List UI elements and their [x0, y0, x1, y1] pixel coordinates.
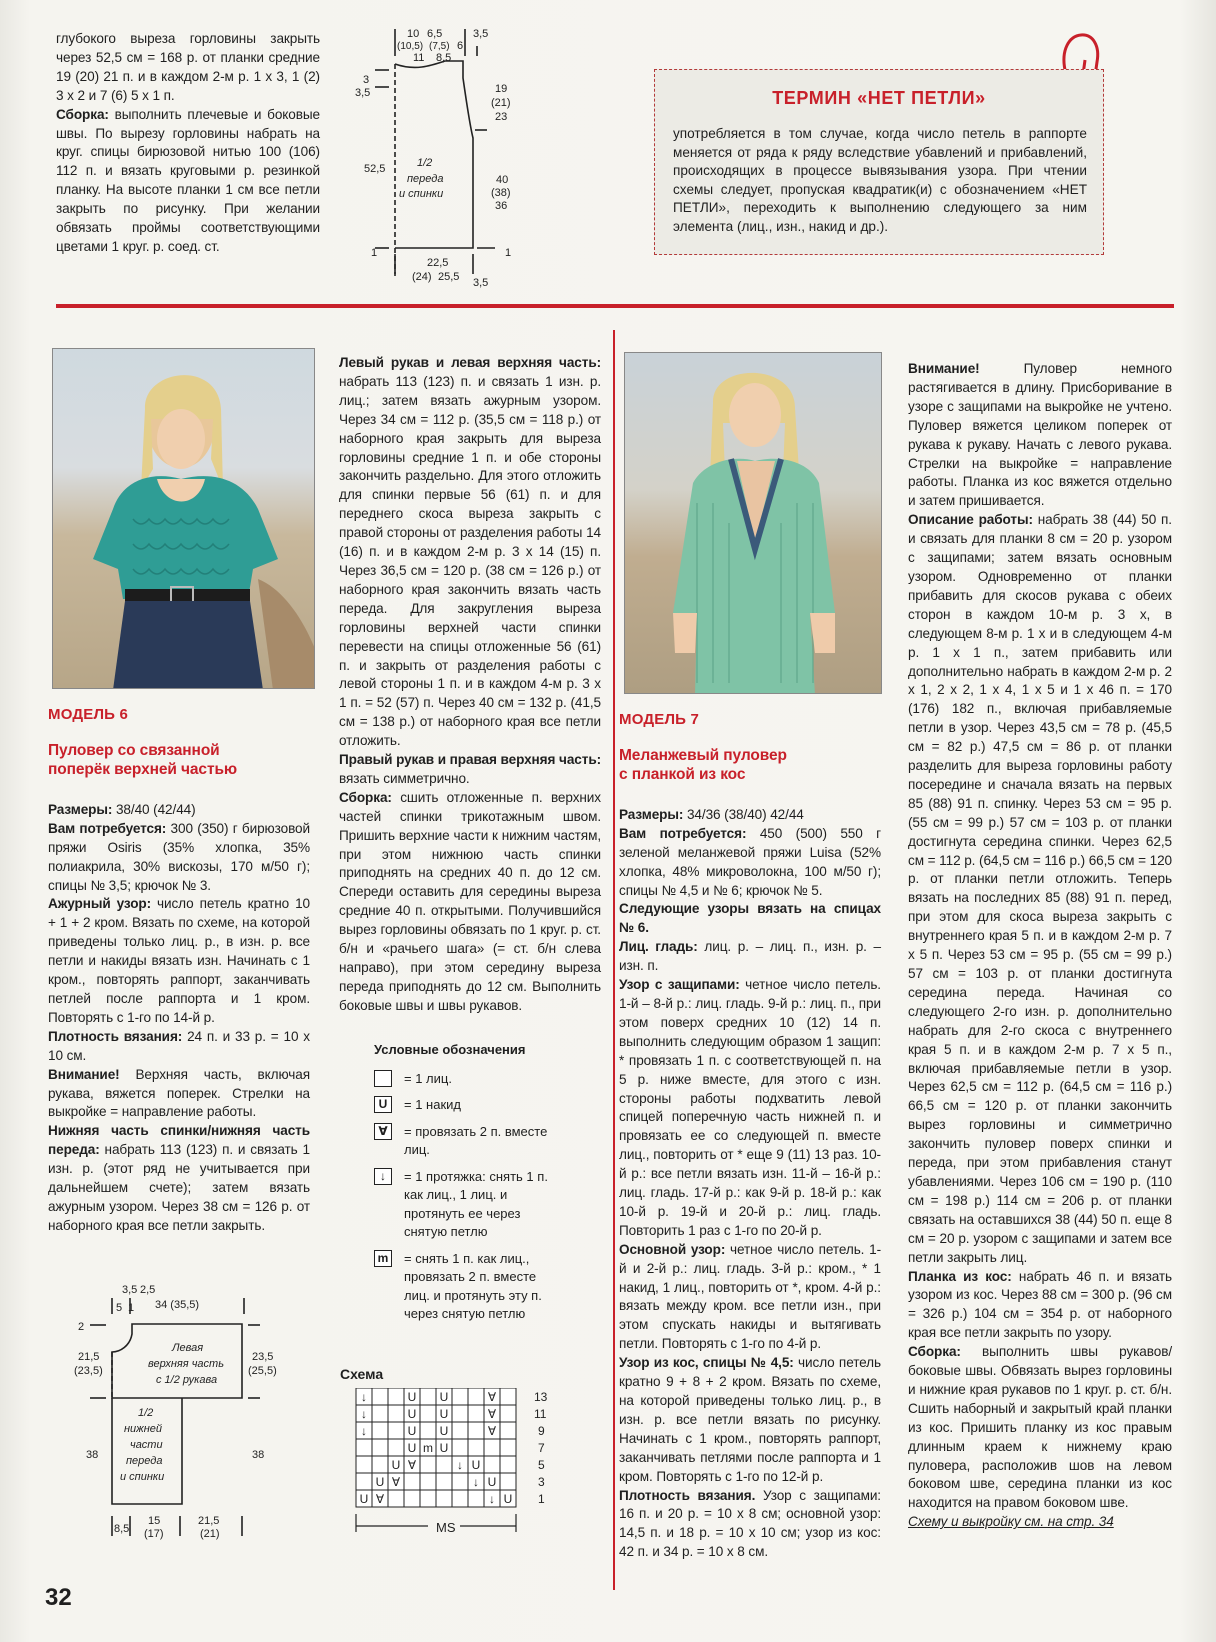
tp-g: 11 — [413, 52, 425, 64]
legend-text: = 1 накид — [404, 1097, 461, 1112]
m7-sizes-label: Размеры: — [619, 806, 684, 822]
m7c2-band: набрать 46 п. и вязать узором из кос. Через 88 см = 300 р. (96 см = 326 р.) 104 см = 354 р. от наборного края все петли закрыть по узору. — [908, 1268, 1172, 1341]
section-divider — [56, 304, 1174, 308]
legend-text: = провязать 2 п. вместе лиц. — [404, 1123, 548, 1157]
m7-patterns-label: Следующие узоры вязать на спицах № 6. — [619, 901, 881, 936]
row-13: 13 — [534, 1390, 548, 1404]
chart-symbol: U — [471, 1458, 481, 1472]
legend-item — [374, 1168, 574, 1242]
tp-left-3: 3 — [363, 74, 370, 86]
legend-item — [374, 1123, 574, 1160]
chart-cell — [484, 1456, 500, 1473]
bp-b215: 21,5 — [198, 1515, 220, 1527]
m6c2-left-label: Левый рукав и левая верхняя часть: — [339, 355, 601, 370]
chart-cell — [436, 1473, 452, 1490]
bp-r255: (25,5) — [248, 1365, 277, 1377]
m7-stock-label: Лиц. гладь: — [619, 939, 698, 955]
tp-right-23: 23 — [495, 111, 508, 123]
m7c2-assembly: выполнить швы рукавов/боковые швы. Обвязать вырез горловины и нижние края рукавов по 1 круг. р. ст. б/н. Сшить наборный и закрытый край планки из кос. Пришить планку из кос правым длинным краем к нижнему краю пуловера, расположив шов на левом боковом шве, середина планки из кос находится на правом боковом шве. — [908, 1344, 1172, 1511]
chart-symbol: ∀ — [487, 1407, 497, 1421]
chart-symbol: U — [487, 1475, 497, 1489]
chart-cell — [500, 1439, 516, 1456]
chart-symbol: U — [359, 1492, 369, 1506]
legend-text: = 1 лиц. — [404, 1070, 452, 1086]
bp-b21: (21) — [200, 1528, 220, 1540]
bp-l235: (23,5) — [74, 1365, 103, 1377]
chart-symbol: U — [503, 1492, 513, 1506]
m6c2-right-label: Правый рукав и правая верхняя часть: — [339, 752, 601, 768]
chart-cell — [500, 1422, 516, 1439]
tp-right-40: 40 — [496, 174, 509, 186]
chart-cell — [468, 1422, 484, 1439]
bp-l38: 38 — [86, 1449, 99, 1461]
bp-b15: 15 — [148, 1515, 161, 1527]
m6-attention-label: Внимание! — [48, 1066, 120, 1082]
row-11: 11 — [534, 1407, 547, 1421]
tp-right-1: 1 — [505, 247, 512, 259]
chart-cell — [468, 1439, 484, 1456]
chart-cell — [500, 1388, 516, 1405]
chart-cell — [452, 1473, 468, 1490]
m6c2-assembly: сшить отложенные п. верхних частей спинки трикотажным швом. Пришить верхние части к нижним частям, при этом нижнюю часть спинки приподнять на средних 40 п. до 12 см. Спереди оставить для середины выреза средние 40 п. открытыми. Получившийся вырез горловины обвязать по 1 круг. р. ст. б/н и «рачьего шага» (= ст. б/н слева направо), при этом середину выреза переда приподнять до 12 см. Выполнить боковые швы и швы рукавов. — [339, 789, 601, 1013]
tp-inner-3: и спинки — [399, 188, 444, 200]
chart-cell — [468, 1388, 484, 1405]
bp-r235: 23,5 — [252, 1351, 274, 1363]
row-5: 5 — [538, 1458, 545, 1472]
model6-photo — [52, 348, 315, 689]
m7c2-desc-label: Описание работы: — [908, 512, 1033, 528]
m6-lower-label: Нижняя часть спинки/нижняя часть переда: — [48, 1123, 310, 1158]
tp-left-525: 52,5 — [364, 163, 386, 175]
m7c2-band-label: Планка из кос: — [908, 1268, 1012, 1284]
chart-cell — [500, 1456, 516, 1473]
chart-cell — [452, 1405, 468, 1422]
chart-cell — [452, 1388, 468, 1405]
chart-symbol: ↓ — [457, 1458, 463, 1472]
model6-title: Пуловер со связанной поперёк верхней частью — [48, 741, 238, 778]
legend-text: = снять 1 п. как лиц., провязать 2 п. вместе лиц. и протянуть эту п. через снятую петлю — [404, 1250, 542, 1321]
m6-attention: Верхняя часть, включая рукава, вяжется поперек. Стрелки на выкройке = направление работы. — [48, 1066, 310, 1120]
chart-cell — [388, 1388, 404, 1405]
tp-bottom-24: (24) — [412, 271, 432, 283]
chart-cell — [452, 1439, 468, 1456]
tp-a: 10 — [407, 28, 420, 40]
model7-label: МОДЕЛЬ 7 — [619, 711, 700, 728]
bp-upper2: верхняя часть — [148, 1358, 224, 1370]
m6-need: 300 (350) г бирюзовой пряжи Osiris (35% хлопка, 35% полиакрила, 30% вискозы, 170 м/50 г); спицы № 3,5; крючок № 3. — [48, 820, 310, 893]
m7-cable-label: Узор из кос, спицы № 4,5: — [619, 1355, 794, 1371]
m7-cable: число петель кратно 9 + 8 + 2 кром. Вязать по схеме, на которой приведены только лиц. р., в изн. р. все петли вязать по рисунку. Начинать с 1 кром., повторять раппорт, заканчивать петлями после раппорта и 1 кром. Повторять с 1-го по 12-й р. — [619, 1355, 881, 1484]
chart-symbol: U — [439, 1390, 449, 1404]
skp-icon: ↓ — [374, 1168, 392, 1185]
model6-label: МОДЕЛЬ 6 — [48, 706, 129, 723]
bp-l215: 21,5 — [78, 1351, 100, 1363]
page-number: 32 — [45, 1584, 72, 1611]
bp-upper1: Левая — [172, 1342, 204, 1354]
chart-cell — [420, 1456, 436, 1473]
chart-cell — [404, 1473, 420, 1490]
ms-label: MS — [436, 1520, 456, 1535]
chart-cell — [468, 1490, 484, 1507]
chart-cell — [484, 1439, 500, 1456]
chart-symbol: U — [407, 1441, 417, 1455]
chart-cell — [436, 1456, 452, 1473]
k2tog-icon: ∀ — [374, 1123, 392, 1140]
chart-symbol: U — [407, 1407, 417, 1421]
tp-bottom-225: 22,5 — [427, 257, 449, 269]
m6-density: 24 п. и 33 р. = 10 х 10 см. — [48, 1028, 310, 1063]
m7c2-assembly-label: Сборка: — [908, 1344, 961, 1360]
m6-lower: набрать 113 (123) п. и связать 1 изн. р. (этот ряд не учитывается при дальнейшем счете); затем вязать ажурным узором. Через 38 см = 126 р. от наборного края все петли закрыть. — [48, 1142, 310, 1233]
chart-symbol: U — [439, 1441, 449, 1455]
chart-symbol: m — [423, 1441, 433, 1455]
m7-need: 450 (500) 550 г зеленой меланжевой пряжи Luisa (52% хлопка, 48% микроволокна, 100 м/50 г); спицы № 4,5 и № 6; крючок № 5. — [619, 825, 881, 898]
bp-t1: 1 — [128, 1302, 135, 1314]
chart-cell — [500, 1405, 516, 1422]
m6-density-label: Плотность вязания: — [48, 1028, 183, 1044]
knit-icon — [374, 1070, 392, 1087]
model7-col1 — [619, 711, 881, 1562]
chart-symbol: ↓ — [489, 1492, 495, 1506]
m7-main: четное число петель. 1-й и 2-й р.: лиц. гладь. 3-й р.: кром., * 1 накид, 1 лиц., повторить от *, кром. 4-й р.: вязать между кром. все петли изн., при этом спускать накиды и вытягивать петли. Повторять с 1-го по 4-й р. — [619, 1241, 882, 1352]
m7c2-attention-label: Внимание! — [908, 361, 980, 376]
note-text: употребляется в том случае, когда число петель в раппорте меняется от ряда к ряду вследствие убавлений и прибавлений, происходящих в процессе вывязывания узора. При чтении схемы следует, пропуская квадратик(и) с обозначением «НЕТ ПЕТЛИ», переходить к выполнению следующего за ним элемента (лиц., изн., накид и др.). — [673, 126, 1087, 234]
m7-density-label: Плотность вязания. — [619, 1487, 756, 1503]
chart-cell — [372, 1439, 388, 1456]
tp-e: (7,5) — [429, 41, 450, 52]
m6-sizes: 38/40 (42/44) — [112, 801, 196, 817]
top-left-assembly-label: Сборка: — [56, 106, 109, 122]
chart-symbol: U — [407, 1390, 417, 1404]
model6-garment-pattern — [60, 1280, 310, 1542]
chart-cell — [420, 1422, 436, 1439]
chart-symbol: ∀ — [487, 1390, 497, 1404]
chart-cell — [420, 1490, 436, 1507]
tp-right-38: (38) — [491, 187, 511, 199]
chart-cell — [452, 1422, 468, 1439]
legend-item — [374, 1250, 574, 1324]
see-also-link[interactable]: Схему и выкройку см. на стр. 34 — [908, 1514, 1114, 1530]
model6-illustration — [53, 349, 315, 689]
row-9: 9 — [538, 1424, 545, 1438]
bp-t35: 3,5 — [122, 1284, 138, 1296]
legend-text: = 1 протяжка: снять 1 п. как лиц., 1 лиц. и протянуть ее через снятую петлю — [404, 1168, 548, 1239]
tp-right-36: 36 — [495, 200, 508, 212]
bp-t34: 34 (35,5) — [155, 1299, 200, 1311]
model7-col2 — [908, 360, 1172, 1532]
m6c2-right: вязать симметрично. — [339, 770, 470, 786]
bp-b85: 8,5 — [114, 1523, 130, 1535]
top-left-assembly: выполнить плечевые и боковые швы. По вырезу горловины набрать на круг. спицы бирюзовой нитью 100 (106) 112 п. и вязать круговыми р. резинкой планку. На высоте планки 1 см все петли закрыть по рисунку. При желании обвязать проймы соответствующими цветами 1 круг. р. соед. ст. — [56, 106, 320, 254]
chart-symbol: U — [439, 1424, 449, 1438]
model7-illustration — [625, 353, 882, 694]
chart-cell — [356, 1456, 372, 1473]
model6-col2 — [339, 354, 601, 1016]
m6-need-label: Вам потребуется: — [48, 820, 167, 836]
m7-stock: лиц. р. – лиц. п., изн. р. – изн. п. — [619, 939, 881, 974]
chart-cell — [356, 1439, 372, 1456]
legend-title: Условные обозначения — [374, 1042, 526, 1057]
m6-lace-label: Ажурный узор: — [48, 896, 152, 912]
chart-symbol: ∀ — [487, 1424, 497, 1438]
chart-cell — [452, 1490, 468, 1507]
m6c2-left: набрать 113 (123) п. и связать 1 изн. р. лиц.; затем вязать ажурным узором. Через 34 см = 112 р. (35,5 см = 118 р.) от наборного края закрыть для выреза горловины средние 1 п. и обе стороны закончить раздельно. Для этого отложить для спинки первые 56 (61) п. и для переднего скоса выреза закрыть с правой стороны от разделения работы 14 (16) п. и в каждом 2-м р. 3 х 14 (15) п. Через 36,5 см = 120 р. (38 см = 126 р.) от наборного края закончить вязать часть переда. Для закругления выреза горловины верхней части спинки перевести на спицы отложенные 56 (61) п. и закрыть от разделения работы с левой стороны 1 п. и в каждом 4-м р. 3 х 1 п. = 52 (57) п. Через 40 см = 132 р. (41,5 см = 138 р.) от наборного края все петли отложить. — [339, 373, 601, 749]
chart-cell — [388, 1422, 404, 1439]
chart-cell — [388, 1490, 404, 1507]
bp-lower1: 1/2 — [138, 1407, 154, 1419]
chart-cell — [420, 1388, 436, 1405]
bp-r38: 38 — [252, 1449, 265, 1461]
tp-right-19: 19 — [495, 83, 508, 95]
model7-title: Меланжевый пуловер с планкой из кос — [619, 746, 787, 783]
tp-f: 6 — [457, 40, 464, 52]
knitting-chart — [338, 1388, 578, 1538]
chart-cell — [356, 1473, 372, 1490]
bp-t25: 2,5 — [140, 1284, 156, 1296]
tp-bottom-255: 25,5 — [438, 271, 460, 283]
m7-sizes: 34/36 (38/40) 42/44 — [683, 806, 804, 822]
tp-bottom-35: 3,5 — [473, 277, 489, 289]
m7-tuck: четное число петель. 1-й – 8-й р.: лиц. гладь. 9-й р.: лиц. п., при этом поверх средних 10 (12) 14 п. выполнить следующим образом 1 защип: * провязать 1 п. с соответствующей п. на 5 р. ниже вместе, для этого с изн. стороны работы подхватить левой спицей поперечную часть нижней п. и провязать ее со следующей п. вместе лиц., повторить от * еще 9 (11) 13 раз. 10-й р.: все петли вязать изн. 11-й – 16-й р.: лиц. гладь. 17-й р.: как 9-й р. 18-й р.: как 10-й р. 19-й и 20-й р.: лиц. гладь. Повторить 1 раз с 1-го по 20-й р. — [619, 977, 881, 1238]
chart-symbol: ↓ — [361, 1407, 367, 1421]
bp-lower5: и спинки — [120, 1471, 165, 1483]
chart-cell — [372, 1456, 388, 1473]
chart-cell — [388, 1439, 404, 1456]
tp-right-21: (21) — [491, 97, 511, 109]
chart-symbol: U — [375, 1475, 385, 1489]
tp-inner-1: 1/2 — [417, 157, 433, 169]
tp-left-35: 3,5 — [355, 87, 371, 99]
chart-cell — [420, 1473, 436, 1490]
chart-symbol: ↓ — [361, 1390, 367, 1404]
chart-symbol: ∀ — [375, 1492, 385, 1506]
m7-main-label: Основной узор: — [619, 1241, 726, 1257]
tp-left-1: 1 — [371, 247, 378, 259]
m7-need-label: Вам потребуется: — [619, 825, 747, 841]
chart-symbol: ↓ — [473, 1475, 479, 1489]
bp-b17: (17) — [144, 1528, 164, 1540]
chart-cell — [388, 1405, 404, 1422]
chart-cell — [500, 1473, 516, 1490]
bp-l2: 2 — [78, 1321, 85, 1333]
model6-col1 — [48, 706, 310, 1236]
m7c2-attention: Пуловер немного растягивается в длину. Присборивание в узоре с защипами на выкройке не учтено. Пуловер вяжется целиком поперек от рукава к рукаву. Начать с левого рукава. Стрелки на выкройке = направление работы. Планка из кос вяжется отдельно и затем пришивается. — [908, 361, 1172, 509]
chart-cell — [420, 1405, 436, 1422]
model-divider — [613, 330, 615, 1590]
sk2p-icon: m — [374, 1250, 392, 1267]
chart-symbol: U — [407, 1424, 417, 1438]
top-left-intro: глубокого выреза горловины закрыть через 52,5 см = 168 р. от планки средние 19 (20) 21 п. и в каждом 2-м р. 1 х 3, 1 (2) 3 х 2 и 7 (6) 5 х 1 п. — [56, 31, 320, 103]
bp-lower2: нижней — [124, 1423, 163, 1435]
m7-tuck-label: Узор с защипами: — [619, 977, 740, 993]
m6c2-assembly-label: Сборка: — [339, 789, 392, 805]
m7-density: Узор с защипами: 16 п. и 20 р. = 10 х 8 см; основной узор: 14,5 п. и 18 р. = 10 х 10 см; узор из кос: 42 п. и 34 р. = 10 х 8 см. — [619, 1487, 881, 1560]
yarn-over-icon: U — [374, 1096, 392, 1113]
legend-item — [374, 1070, 574, 1089]
model7-photo — [624, 352, 882, 694]
top-garment-pattern — [355, 26, 525, 291]
row-1: 1 — [538, 1492, 545, 1506]
bp-lower4: переда — [126, 1455, 163, 1467]
top-left-text — [56, 30, 320, 257]
note-title: ТЕРМИН «НЕТ ПЕТЛИ» — [772, 88, 986, 108]
tp-c: 3,5 — [473, 28, 489, 40]
chart-cell — [404, 1490, 420, 1507]
chart-cell — [436, 1490, 452, 1507]
tp-inner-2: переда — [407, 173, 444, 185]
m7c2-desc: набрать 38 (44) 50 п. и связать для планки 8 см = 20 р. узором с защипами; затем вязать основным узором. Одновременно от планки прибавить для скосов рукава с обеих сторон в каждом 10-м р. 3 х, в следующем 8-м р. 1 х и в следующем 4-м р. 1 х 1 п., затем прибавить или дополнительно набрать в каждом 2-м р. 2 х 1, 2 х 2, 1 х 4, 1 х 5 и 1 х 46 п. = 170 (176) 182 п., включая прибавляемые петли в узор. Через 43,5 см = 78 р. (45,5 см = 82 р.) 47,5 см = 86 р. от планки разделить для выреза горловины работу посередине и сначала вязать на первых 85 (88) 91 п. спинку. Через 53 см = 95 р. (55 см = 99 р.) 57 см = 103 р. от планки достигнута середина спинки. Через 62,5 см = 112 р. (64,5 см = 116 р.) 66,5 см = 120 р. от планки петли отложить. Теперь вязать на последних 85 (88) 91 п. перед, при этом для скоса выреза закрыть с внутреннего края 5 п. и в каждом 2-м р. 7 х 5 п. Через 53 см = 95 р. (55 см = 99 р.) 57 см = 103 р. от планки достигнута середина переда. Начиная со следующего 2-го изн. р. дополнительно набрать для 2-го скоса с внутреннего края 5 п. и в каждом 2-м р. 7 х 5 п., включая прибавляемые петли в узор. Через 62,5 см = 112 р. (64,5 см = 116 р.) 66,5 см = 120 р. от планки закончить вырез горловины и симметрично закончить пуловер поверх спинки и переда, при этом прибавления станут убавлениями. Через 106 см = 190 р. (110 см = 198 р.) 114 см = 206 р. от планки связать на оставшихся 38 (44) 50 п. еще 8 см = 20 р. узором с защипами и затем все петли закрыть лиц. — [908, 512, 1172, 1265]
m6-lace: число петель кратно 10 + 1 + 2 кром. Вязать по схеме, на которой приведены только лиц. р., в изн. р. все петли и накиды вязать изн. Начинать с 1 кром., повторять раппорт, заканчивать петлей после раппорта и 1 кром. Повторять с 1-го по 14-й р. — [48, 896, 310, 1025]
chart-symbol: U — [391, 1458, 401, 1472]
chart-cell — [468, 1405, 484, 1422]
m6-sizes-label: Размеры: — [48, 801, 113, 817]
note-box — [654, 69, 1104, 255]
bp-upper3: с 1/2 рукава — [156, 1374, 218, 1386]
tp-h: 8,5 — [436, 52, 452, 64]
tp-d: (10,5) — [397, 41, 424, 52]
row-3: 3 — [538, 1475, 545, 1489]
chart-symbol: ↓ — [361, 1424, 367, 1438]
chart-symbol: U — [439, 1407, 449, 1421]
row-7: 7 — [538, 1441, 545, 1455]
legend — [374, 1041, 574, 1324]
chart-symbol: ∀ — [391, 1475, 401, 1489]
tp-b: 6,5 — [427, 28, 443, 40]
bp-lower3: части — [130, 1439, 163, 1451]
chart-cell — [372, 1422, 388, 1439]
chart-symbol: ∀ — [407, 1458, 417, 1472]
bp-t5: 5 — [116, 1302, 123, 1314]
legend-item — [374, 1096, 574, 1115]
chart-cell — [372, 1388, 388, 1405]
schema-label: Схема — [340, 1366, 384, 1382]
chart-cell — [372, 1405, 388, 1422]
